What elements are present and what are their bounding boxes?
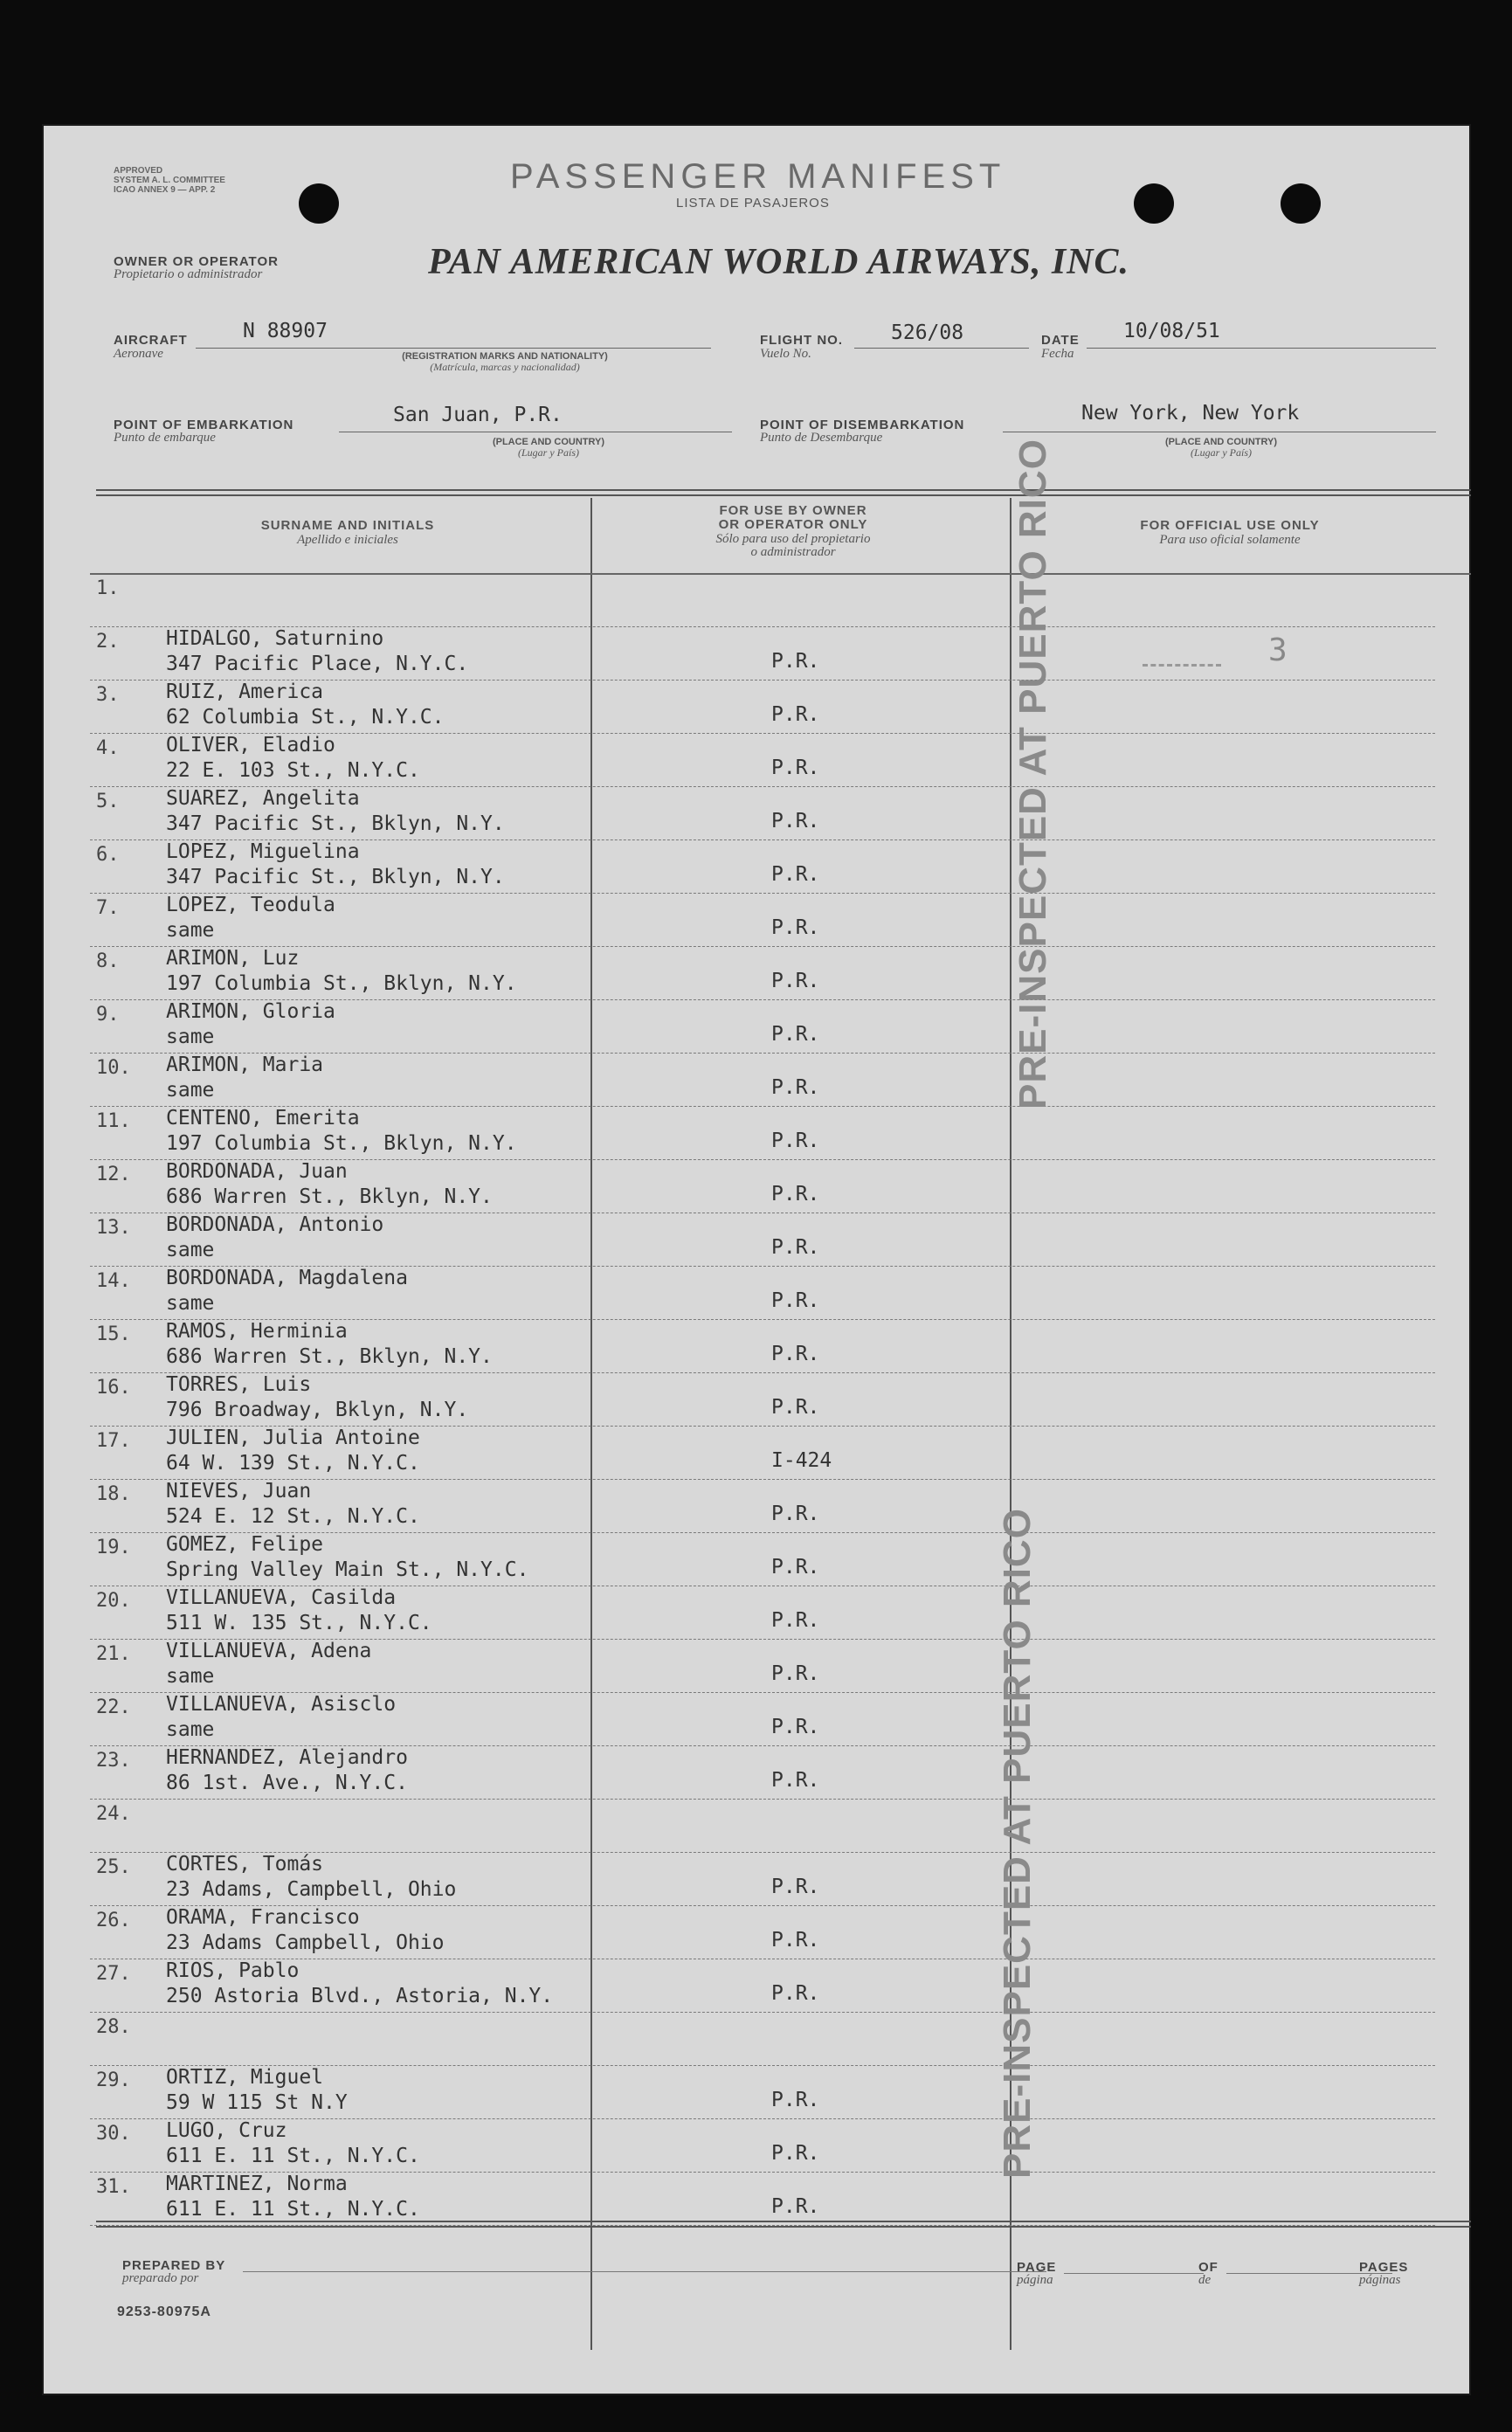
passenger-name: VILLANUEVA, Casilda [166, 1586, 397, 1609]
operator-code: P.R. [771, 1982, 820, 2005]
disembarkation-label: POINT OF DISEMBARKATION [760, 418, 965, 432]
passenger-name: LOPEZ, Teodula [166, 894, 335, 916]
passenger-name: NIEVES, Juan [166, 1480, 312, 1503]
passenger-address: same [166, 1239, 215, 1261]
row-number: 1. [96, 577, 120, 599]
row-number: 22. [96, 1696, 131, 1718]
page-title: PASSENGER MANIFEST [510, 157, 1006, 196]
table-row [42, 1213, 1471, 1267]
row-number: 4. [96, 737, 120, 759]
row-number: 15. [96, 1323, 131, 1345]
column-header-surname-es: Apellido e iniciales [297, 533, 398, 547]
table-row [42, 1000, 1471, 1054]
operator-code: P.R. [771, 1023, 820, 1046]
row-number: 16. [96, 1377, 131, 1399]
row-number: 12. [96, 1164, 131, 1185]
passenger-address: 347 Pacific St., Bklyn, N.Y. [166, 812, 505, 835]
approval-line-3: ICAO ANNEX 9 — APP. 2 [114, 185, 216, 195]
row-number: 30. [96, 2123, 131, 2145]
operator-code: P.R. [771, 1609, 820, 1632]
of-label: OF [1198, 2260, 1219, 2275]
date-label: DATE [1041, 333, 1080, 348]
passenger-address: 197 Columbia St., Bklyn, N.Y. [166, 972, 517, 995]
column-header-owner-2: OR OPERATOR ONLY [718, 517, 868, 532]
table-row [42, 2013, 1471, 2066]
operator-code: P.R. [771, 2195, 820, 2218]
table-row [42, 947, 1471, 1000]
aircraft-sublabel: Aeronave [114, 347, 163, 361]
approval-line-2: SYSTEM A. L. COMMITTEE [114, 176, 225, 185]
row-number: 7. [96, 897, 120, 919]
row-number: 13. [96, 1217, 131, 1239]
table-row [42, 1054, 1471, 1107]
operator-code: P.R. [771, 1556, 820, 1579]
embarkation-place-note-es: (Lugar y País) [518, 446, 579, 459]
passenger-name: OLIVER, Eladio [166, 734, 335, 757]
passenger-address: 347 Pacific St., Bklyn, N.Y. [166, 866, 505, 888]
passenger-address: 86 1st. Ave., N.Y.C. [166, 1772, 408, 1794]
operator-name: PAN AMERICAN WORLD AIRWAYS, INC. [428, 242, 1130, 282]
column-header-official: FOR OFFICIAL USE ONLY [1140, 518, 1320, 533]
operator-code: P.R. [771, 2089, 820, 2111]
row-number: 3. [96, 684, 120, 706]
operator-code: P.R. [771, 1876, 820, 1898]
registration-note-es: (Matrícula, marcas y nacionalidad) [430, 361, 580, 373]
operator-code: P.R. [771, 757, 820, 779]
table-row [42, 2173, 1471, 2226]
operator-code: P.R. [771, 916, 820, 939]
flight-value: 526/08 [891, 321, 964, 344]
passenger-address: same [166, 1079, 215, 1102]
embarkation-sublabel: Punto de embarque [114, 431, 216, 445]
disembarkation-sublabel: Punto de Desembarque [760, 431, 883, 445]
registration-note: (REGISTRATION MARKS AND NATIONALITY) [402, 351, 608, 362]
embarkation-value: San Juan, P.R. [393, 404, 563, 426]
pages-label: PAGES [1359, 2260, 1409, 2275]
column-header-owner-1: FOR USE BY OWNER [719, 503, 867, 518]
date-sublabel: Fecha [1041, 347, 1074, 361]
aircraft-value: N 88907 [243, 320, 328, 342]
punch-hole [1134, 183, 1174, 224]
column-header-owner-es-2: o administrador [750, 545, 836, 559]
row-number: 31. [96, 2176, 131, 2198]
row-number: 23. [96, 1750, 131, 1772]
operator-code: P.R. [771, 863, 820, 886]
row-number: 5. [96, 791, 120, 812]
row-number: 26. [96, 1910, 131, 1931]
operator-code: P.R. [771, 1929, 820, 1952]
operator-code: P.R. [771, 1343, 820, 1365]
operator-code: P.R. [771, 1769, 820, 1792]
row-number: 11. [96, 1110, 131, 1132]
operator-code: P.R. [771, 1396, 820, 1419]
owner-label: OWNER OR OPERATOR [114, 254, 279, 269]
passenger-name: ARIMON, Luz [166, 947, 300, 970]
row-number: 24. [96, 1803, 131, 1825]
row-number: 10. [96, 1057, 131, 1079]
operator-code: I-424 [771, 1449, 832, 1472]
approval-block [114, 166, 225, 195]
operator-code: P.R. [771, 650, 820, 673]
table-row [42, 2119, 1471, 2173]
table-row [42, 1480, 1471, 1533]
passenger-address: Spring Valley Main St., N.Y.C. [166, 1558, 529, 1581]
page-sublabel: página [1017, 2273, 1053, 2287]
passenger-name: CENTENO, Emerita [166, 1107, 360, 1130]
operator-code: P.R. [771, 970, 820, 992]
passenger-name: BORDONADA, Antonio [166, 1213, 384, 1236]
passenger-name: RIOS, Pablo [166, 1959, 300, 1982]
disembarkation-place-note-es: (Lugar y País) [1191, 446, 1252, 459]
row-number: 29. [96, 2069, 131, 2091]
column-header-official-es: Para uso oficial solamente [1159, 533, 1301, 547]
table-row [42, 1746, 1471, 1800]
row-number: 18. [96, 1483, 131, 1505]
passenger-name: JULIEN, Julia Antoine [166, 1427, 420, 1449]
table-row [42, 2066, 1471, 2119]
table-row [42, 1320, 1471, 1373]
passenger-address: same [166, 1718, 215, 1741]
table-row [42, 1533, 1471, 1586]
owner-sublabel: Propietario o administrador [114, 267, 263, 281]
prepared-by-label: PREPARED BY [122, 2258, 226, 2273]
passenger-address: 250 Astoria Blvd., Astoria, N.Y. [166, 1985, 554, 2007]
embarkation-place-note: (PLACE AND COUNTRY) [492, 437, 605, 447]
passenger-address: 22 E. 103 St., N.Y.C. [166, 759, 420, 782]
row-number: 6. [96, 844, 120, 866]
table-row [42, 1160, 1471, 1213]
passenger-name: RAMOS, Herminia [166, 1320, 348, 1343]
passenger-address: 59 W 115 St N.Y [166, 2091, 348, 2114]
approval-line-1: APPROVED [114, 166, 163, 176]
passenger-address: 686 Warren St., Bklyn, N.Y. [166, 1185, 493, 1208]
row-number: 20. [96, 1590, 131, 1612]
disembarkation-value: New York, New York [1081, 402, 1300, 425]
manifest-sheet [42, 124, 1471, 2395]
flight-label: FLIGHT NO. [760, 333, 843, 348]
prepared-by-sublabel: preparado por [122, 2271, 199, 2285]
row-number: 25. [96, 1856, 131, 1878]
table-row [42, 1800, 1471, 1853]
operator-code: P.R. [771, 1662, 820, 1685]
operator-code: P.R. [771, 1130, 820, 1152]
table-row [42, 1853, 1471, 1906]
passenger-name: TORRES, Luis [166, 1373, 312, 1396]
operator-code: P.R. [771, 810, 820, 833]
passenger-address: 511 W. 135 St., N.Y.C. [166, 1612, 432, 1634]
row-number: 8. [96, 950, 120, 972]
pre-inspected-stamp-bottom: PRE-INSPECTED AT PUERTO RICO [996, 1508, 1039, 2179]
passenger-address: 23 Adams, Campbell, Ohio [166, 1878, 457, 1901]
table-row [42, 1373, 1471, 1427]
row-number: 27. [96, 1963, 131, 1985]
passenger-address: same [166, 1665, 215, 1688]
disembarkation-place-note: (PLACE AND COUNTRY) [1164, 437, 1278, 447]
passenger-name: BORDONADA, Juan [166, 1160, 348, 1183]
operator-code: P.R. [771, 1236, 820, 1259]
punch-hole [1281, 183, 1321, 224]
passenger-address: 347 Pacific Place, N.Y.C. [166, 653, 469, 675]
passenger-address: 686 Warren St., Bklyn, N.Y. [166, 1345, 493, 1368]
passenger-name: LUGO, Cruz [166, 2119, 287, 2142]
flight-sublabel: Vuelo No. [760, 347, 811, 361]
table-row [42, 840, 1471, 894]
passenger-address: 524 E. 12 St., N.Y.C. [166, 1505, 420, 1528]
embarkation-label: POINT OF EMBARKATION [114, 418, 294, 432]
row-number: 2. [96, 631, 120, 653]
table-row [42, 1586, 1471, 1640]
table-row [42, 1640, 1471, 1693]
operator-code: P.R. [771, 2142, 820, 2165]
row-number: 19. [96, 1537, 131, 1558]
table-row [42, 1107, 1471, 1160]
table-row [42, 734, 1471, 787]
passenger-name: GOMEZ, Felipe [166, 1533, 324, 1556]
passenger-name: LOPEZ, Miguelina [166, 840, 360, 863]
operator-code: P.R. [771, 1183, 820, 1206]
table-row [42, 1267, 1471, 1320]
operator-code: P.R. [771, 1076, 820, 1099]
passenger-address: 23 Adams Campbell, Ohio [166, 1931, 445, 1954]
passenger-address: 611 E. 11 St., N.Y.C. [166, 2145, 420, 2167]
pages-sublabel: páginas [1359, 2273, 1401, 2287]
table-row [42, 574, 1471, 627]
operator-code: P.R. [771, 703, 820, 726]
passenger-address: 611 E. 11 St., N.Y.C. [166, 2198, 420, 2221]
passenger-name: VILLANUEVA, Adena [166, 1640, 372, 1662]
operator-code: P.R. [771, 1716, 820, 1738]
page-subtitle: LISTA DE PASAJEROS [676, 196, 830, 211]
passenger-name: MARTINEZ, Norma [166, 2173, 348, 2195]
table-row [42, 1693, 1471, 1746]
page-label: PAGE [1017, 2260, 1057, 2275]
table-row [42, 681, 1471, 734]
passenger-address: same [166, 1292, 215, 1315]
passenger-name: SUAREZ, Angelita [166, 787, 360, 810]
row-number: 14. [96, 1270, 131, 1292]
column-header-surname: SURNAME AND INITIALS [260, 518, 435, 533]
date-value: 10/08/51 [1123, 320, 1220, 342]
form-code: 9253-80975A [117, 2304, 211, 2319]
of-sublabel: de [1198, 2273, 1212, 2287]
pre-inspected-stamp-top: PRE-INSPECTED AT PUERTO RICO [1011, 439, 1054, 1109]
passenger-address: 796 Broadway, Bklyn, N.Y. [166, 1399, 469, 1421]
punch-hole [299, 183, 339, 224]
table-row [42, 787, 1471, 840]
passenger-name: CORTES, Tomás [166, 1853, 324, 1876]
passenger-address: same [166, 1026, 215, 1048]
passenger-name: RUIZ, America [166, 681, 324, 703]
table-row [42, 894, 1471, 947]
table-row [42, 1959, 1471, 2013]
passenger-address: same [166, 919, 215, 942]
row-number: 21. [96, 1643, 131, 1665]
row-number: 28. [96, 2016, 131, 2038]
passenger-name: ARIMON, Gloria [166, 1000, 335, 1023]
passenger-name: BORDONADA, Magdalena [166, 1267, 408, 1289]
official-mark: 3 [1268, 632, 1288, 668]
table-row [42, 1906, 1471, 1959]
table-row [42, 627, 1471, 681]
passenger-address: 62 Columbia St., N.Y.C. [166, 706, 445, 729]
column-header-owner-es-1: Sólo para uso del propietario [715, 532, 871, 546]
passenger-name: ORTIZ, Miguel [166, 2066, 324, 2089]
row-number: 9. [96, 1004, 120, 1026]
table-row [42, 1427, 1471, 1480]
operator-code: P.R. [771, 1503, 820, 1525]
passenger-name: ARIMON, Maria [166, 1054, 324, 1076]
passenger-name: HIDALGO, Saturnino [166, 627, 384, 650]
row-number: 17. [96, 1430, 131, 1452]
passenger-name: HERNANDEZ, Alejandro [166, 1746, 408, 1769]
passenger-address: 197 Columbia St., Bklyn, N.Y. [166, 1132, 517, 1155]
aircraft-label: AIRCRAFT [114, 333, 188, 348]
passenger-address: 64 W. 139 St., N.Y.C. [166, 1452, 420, 1475]
operator-code: P.R. [771, 1289, 820, 1312]
passenger-name: VILLANUEVA, Asisclo [166, 1693, 397, 1716]
passenger-name: ORAMA, Francisco [166, 1906, 360, 1929]
